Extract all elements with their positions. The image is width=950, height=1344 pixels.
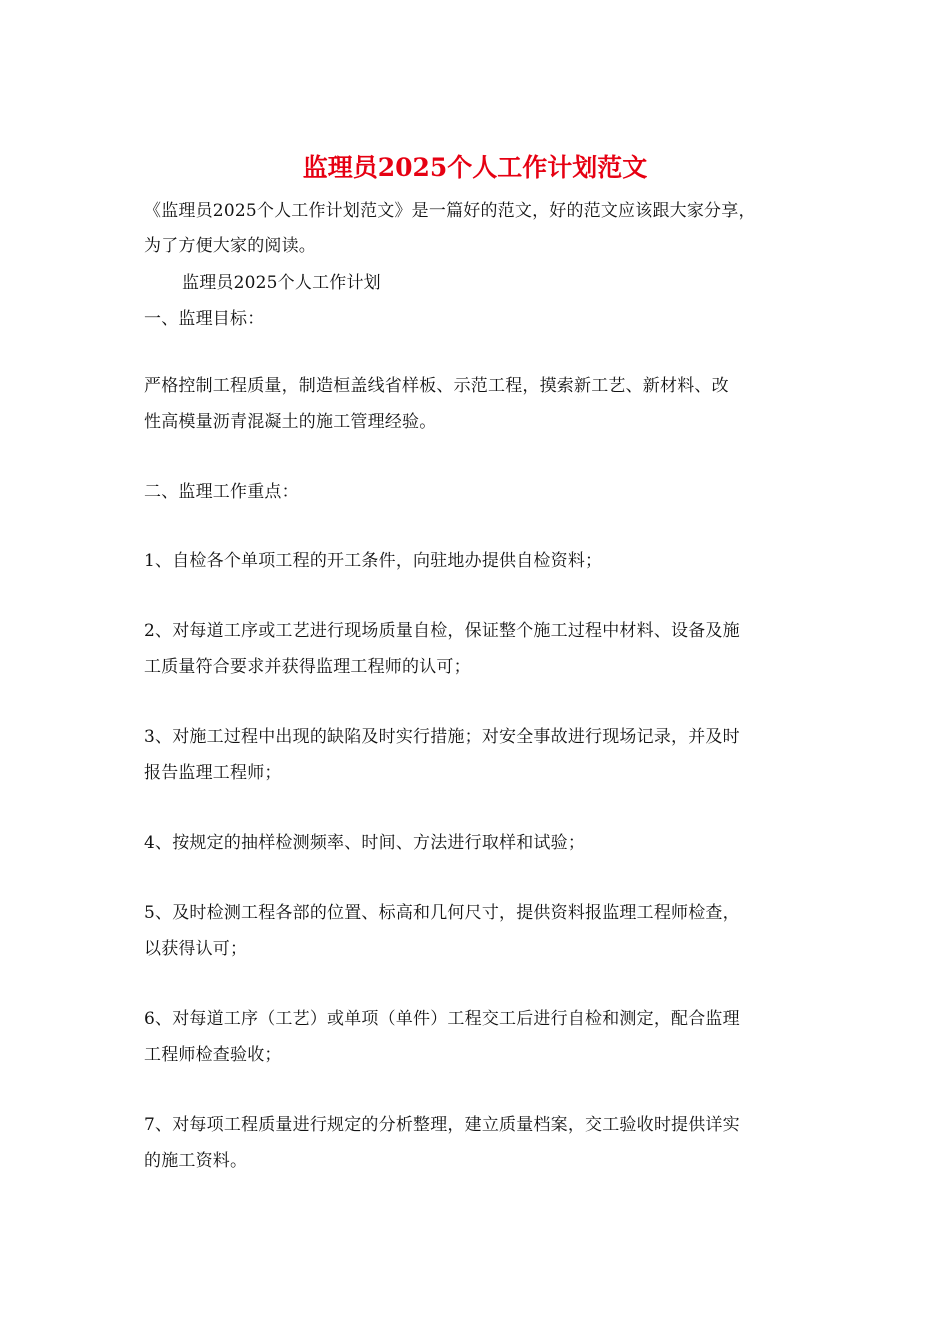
list-item-7-cont: 的施工资料。: [144, 1151, 248, 1171]
list-item-6-cont: 工程师检查验收；: [144, 1045, 282, 1065]
list-item-6: 6、对每道工序（工艺）或单项（单件）工程交工后进行自检和测定，配合监理: [144, 1009, 740, 1029]
intro-line-2: 为了方便大家的阅读。: [144, 236, 316, 256]
list-item-1: 1、自检各个单项工程的开工条件，向驻地办提供自检资料；: [144, 551, 603, 571]
section1-heading: 一、监理目标：: [144, 309, 265, 329]
list-item-2-cont: 工质量符合要求并获得监理工程师的认可；: [144, 657, 471, 677]
list-item-7: 7、对每项工程质量进行规定的分析整理，建立质量档案，交工验收时提供详实: [144, 1115, 740, 1135]
list-item-3: 3、对施工过程中出现的缺陷及时实行措施；对安全事故进行现场记录，并及时: [144, 727, 740, 747]
section1-line-1: 严格控制工程质量，制造桓盖线省样板、示范工程，摸索新工艺、新材料、改: [144, 376, 729, 396]
document-title: 监理员2025个人工作计划范文: [302, 153, 648, 182]
list-item-5-cont: 以获得认可；: [144, 939, 248, 959]
intro-line-1: 《监理员2025个人工作计划范文》是一篇好的范文，好的范文应该跟大家分享，: [144, 201, 756, 221]
section1-line-2: 性高模量沥青混凝土的施工管理经验。: [144, 412, 437, 432]
list-item-3-cont: 报告监理工程师；: [144, 763, 282, 783]
list-item-2: 2、对每道工序或工艺进行现场质量自检，保证整个施工过程中材料、设备及施: [144, 621, 740, 641]
section2-heading: 二、监理工作重点：: [144, 482, 299, 502]
list-item-5: 5、及时检测工程各部的位置、标高和几何尺寸，提供资料报监理工程师检查，: [144, 903, 740, 923]
list-item-4: 4、按规定的抽样检测频率、时间、方法进行取样和试验；: [144, 833, 586, 853]
document-subtitle: 监理员2025个人工作计划: [182, 273, 381, 293]
